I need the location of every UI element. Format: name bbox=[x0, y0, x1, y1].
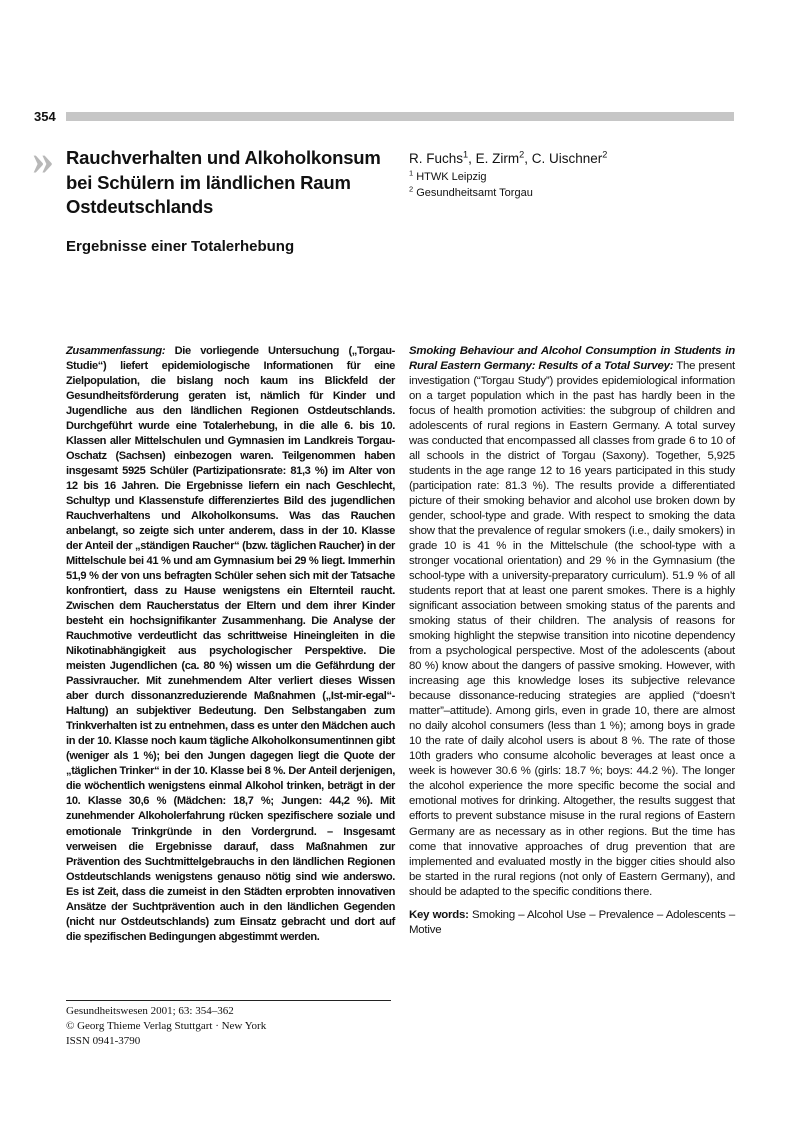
affiliation-text: HTWK Leipzig bbox=[416, 171, 487, 183]
page-number: 354 bbox=[34, 109, 56, 124]
affiliation-mark: 2 bbox=[409, 184, 414, 194]
author-affil-mark: 1 bbox=[463, 149, 469, 160]
affiliation-text: Gesundheitsamt Torgau bbox=[416, 187, 533, 199]
abstract-label: Smoking Behaviour and Alcohol Consumption in Students in Rural Eastern Germany: Results of a Total Survey: bbox=[409, 345, 735, 373]
abstract-text: Die vorliegende Untersuchung („Torgau-Studie“) liefert epidemiologische Informationen für eine Zielpopulation, die bislang noch kaum ins Blickfeld der Gesundheitsförderung geraten ist, nämlich für Kinder und Jugendliche aus den ländlichen Regionen Ostdeutschlands. Durchgeführt wurde eine Totalerhebung, in die alle 6. bis 10. Klassen aller Mittelschulen und Gymnasien im Landkreis Torgau-Oschatz (Sachsen) einbezogen waren. Teilgenommen haben insgesamt 5925 Schüler (Partizipationsrate: 81,3 %) im Alter von 12 bis 16 Jahren. Die Ergebnisse liefern ein nach Geschlecht, Schultyp und Klassenstufe differenziertes Bild des jugendlichen Rauchverhaltens und Alkoholkonsums. Was das Rauchen anbelangt, so zeigte sich unter anderem, dass in der 10. Klasse der Anteil der „ständigen Raucher“ (bzw. täglichen Raucher) in der Mittelschule bei 41 % und am Gymnasium bei 29 % liegt. Immerhin 51,9 % der von uns befragten Schüler sehen sich mit der Tatsache konfrontiert, dass zu Hause wenigstens ein Elternteil raucht. Zwischen dem Raucherstatus der Eltern und dem ihrer Kinder besteht ein hochsignifikanter Zusammenhang. Die Analyse der Rauchmotive verdeutlicht das schrittweise Hineingleiten in die Nikotinabhängigkeit aus psychologischer Perspektive. Die meisten Jugendlichen (ca. 80 %) wissen um die Gefährdung der Passivraucher. Mit zunehmendem Alter verliert dieses Wissen aber durch dissonanzreduzierende Maßnahmen („Ist-mir-egal“-Haltung) an subjektiver Bedeutung. Den Selbstangaben zum Trinkverhalten ist zu entnehmen, dass es unter den Mädchen auch in der 10. Klasse noch kaum tägliche Alkoholkonsumentinnen gibt (weniger als 1 %); bei den Jungen dagegen liegt die Quote der „täglichen Trinker“ in der 10. Klasse bei 8 %. Der Anteil derjenigen, die wöchentlich wenigstens einmal Alkohol trinken, beträgt in der 10. Klasse 30,6 % (Mädchen: 18,7 %; Jungen: 44,2 %). Mit zunehmender Alkoholerfahrung rücken spezifischere soziale und emotionale Trinkgründe in den Vordergrund. – Insgesamt verweisen die Ergebnisse darauf, dass Maßnahmen zur Prävention des Suchtmittelgebrauchs in den ländlichen Regionen Ostdeutschlands wenigstens genauso nötig sind wie anderswo. Es ist Zeit, dass die zumeist in den Städten erprobten innovativen Ansätze der Suchtprävention auch in den ländlichen Gegenden (nicht nur Ostdeutschlands) zum Einsatz gebracht und dort auf die spezifischen Bedingungen abgestimmt werden. bbox=[66, 345, 395, 943]
issn-line: ISSN 0941-3790 bbox=[66, 1035, 141, 1047]
citation-footer bbox=[66, 1000, 391, 1049]
author-name: R. Fuchs bbox=[409, 151, 464, 166]
keywords-text: Smoking – Alcohol Use – Prevalence – Adolescents – Motive bbox=[409, 908, 736, 936]
author-block bbox=[409, 151, 607, 201]
abstract-german bbox=[66, 344, 395, 945]
author-name: C. Uischner bbox=[531, 151, 603, 166]
author-affil-mark: 2 bbox=[602, 149, 608, 160]
keywords-label: Key words: bbox=[409, 908, 469, 921]
title-line: bei Schülern im ländlichen Raum bbox=[66, 171, 351, 193]
header-rule bbox=[66, 112, 734, 121]
author-name: E. Zirm bbox=[475, 151, 520, 166]
title-line: Ostdeutschlands bbox=[66, 196, 214, 217]
affiliation bbox=[409, 169, 607, 185]
keywords bbox=[409, 908, 735, 938]
author-separator: , bbox=[468, 151, 476, 166]
affiliation-list bbox=[409, 169, 607, 201]
abstract-paragraph bbox=[409, 344, 735, 900]
article-title bbox=[66, 146, 396, 220]
abstract-text: The present investigation (“Torgau Study”) provides epidemiological information on a target population which in the past has hardly been in the focus of health promotion activities: the subgroup of children and adolescents of rural regions in Eastern Germany. A total survey was conducted that encompassed all classes from grade 6 to 10 of all schools in the district of Torgau (Saxony). Together, 5,925 students in the age range 12 to 16 years participated in this study (participation rate: 81.3 %). The results provide a differentiated picture of their smoking behavior and alcohol use broken down by gender, school-type and grade. With respect to smoking the data show that the prevalence of regular smokers (i.e., daily smokers) in grade 10 is 41 % in the Mittelschule (the school-type with a stronger vocational orientation) and 29 % in the Gymnasium (the school-type with a university-preparatory curriculum). 51.9 % of all students report that at least one parent smokes. There is a highly significant association between smoking status of the parents and smoking status of their children. The analysis of reasons for smoking highlight the stepwise transition into nicotine dependency from a psychological perspective. Most of the adolescents (about 80 %) know about the dangers of passive smoking. However, with increasing age this knowledge loses its subjective relevance because dissonance-reducing strategies are applied (“doesn’t matter”–attitude). Among girls, even in grade 10, there are almost no daily alcohol consumers (less than 1 %); among boys in grade 10 the rate of daily alcohol users is about 8 %. The rate of those 10th graders who consume alcoholic beverages at least once a week is however 30.6 % (girls: 18.7 %; boys: 44.2 %). The longer the alcohol experience the more specific become the social and emotional motives for drinking. Altogether, the results suggest that efforts to prevent substance misuse in the rural regions of Eastern Germany are as necessary as in other regions. But the time has come that innovative approaches of drug prevention that are implemented and evaluated mostly in the bigger cities should also be started in the rural regions (not only of Eastern Germany), and should be adapted to the specific conditions there. bbox=[409, 360, 735, 898]
abstract-label: Zusammenfassung: bbox=[66, 345, 166, 357]
author-separator: , bbox=[524, 151, 532, 166]
article-subtitle: Ergebnisse einer Totalerhebung bbox=[66, 238, 295, 255]
citation-line: Gesundheitswesen 2001; 63: 354–362 bbox=[66, 1005, 234, 1017]
affiliation-mark: 1 bbox=[409, 168, 414, 178]
author-affil-mark: 2 bbox=[519, 149, 525, 160]
author-list bbox=[409, 151, 607, 167]
article-marker-icon: » bbox=[32, 135, 54, 184]
abstract-english bbox=[409, 344, 735, 938]
title-line: Rauchverhalten und Alkoholkonsum bbox=[66, 147, 381, 168]
copyright-line: © Georg Thieme Verlag Stuttgart · New York bbox=[66, 1020, 267, 1032]
affiliation bbox=[409, 185, 607, 201]
